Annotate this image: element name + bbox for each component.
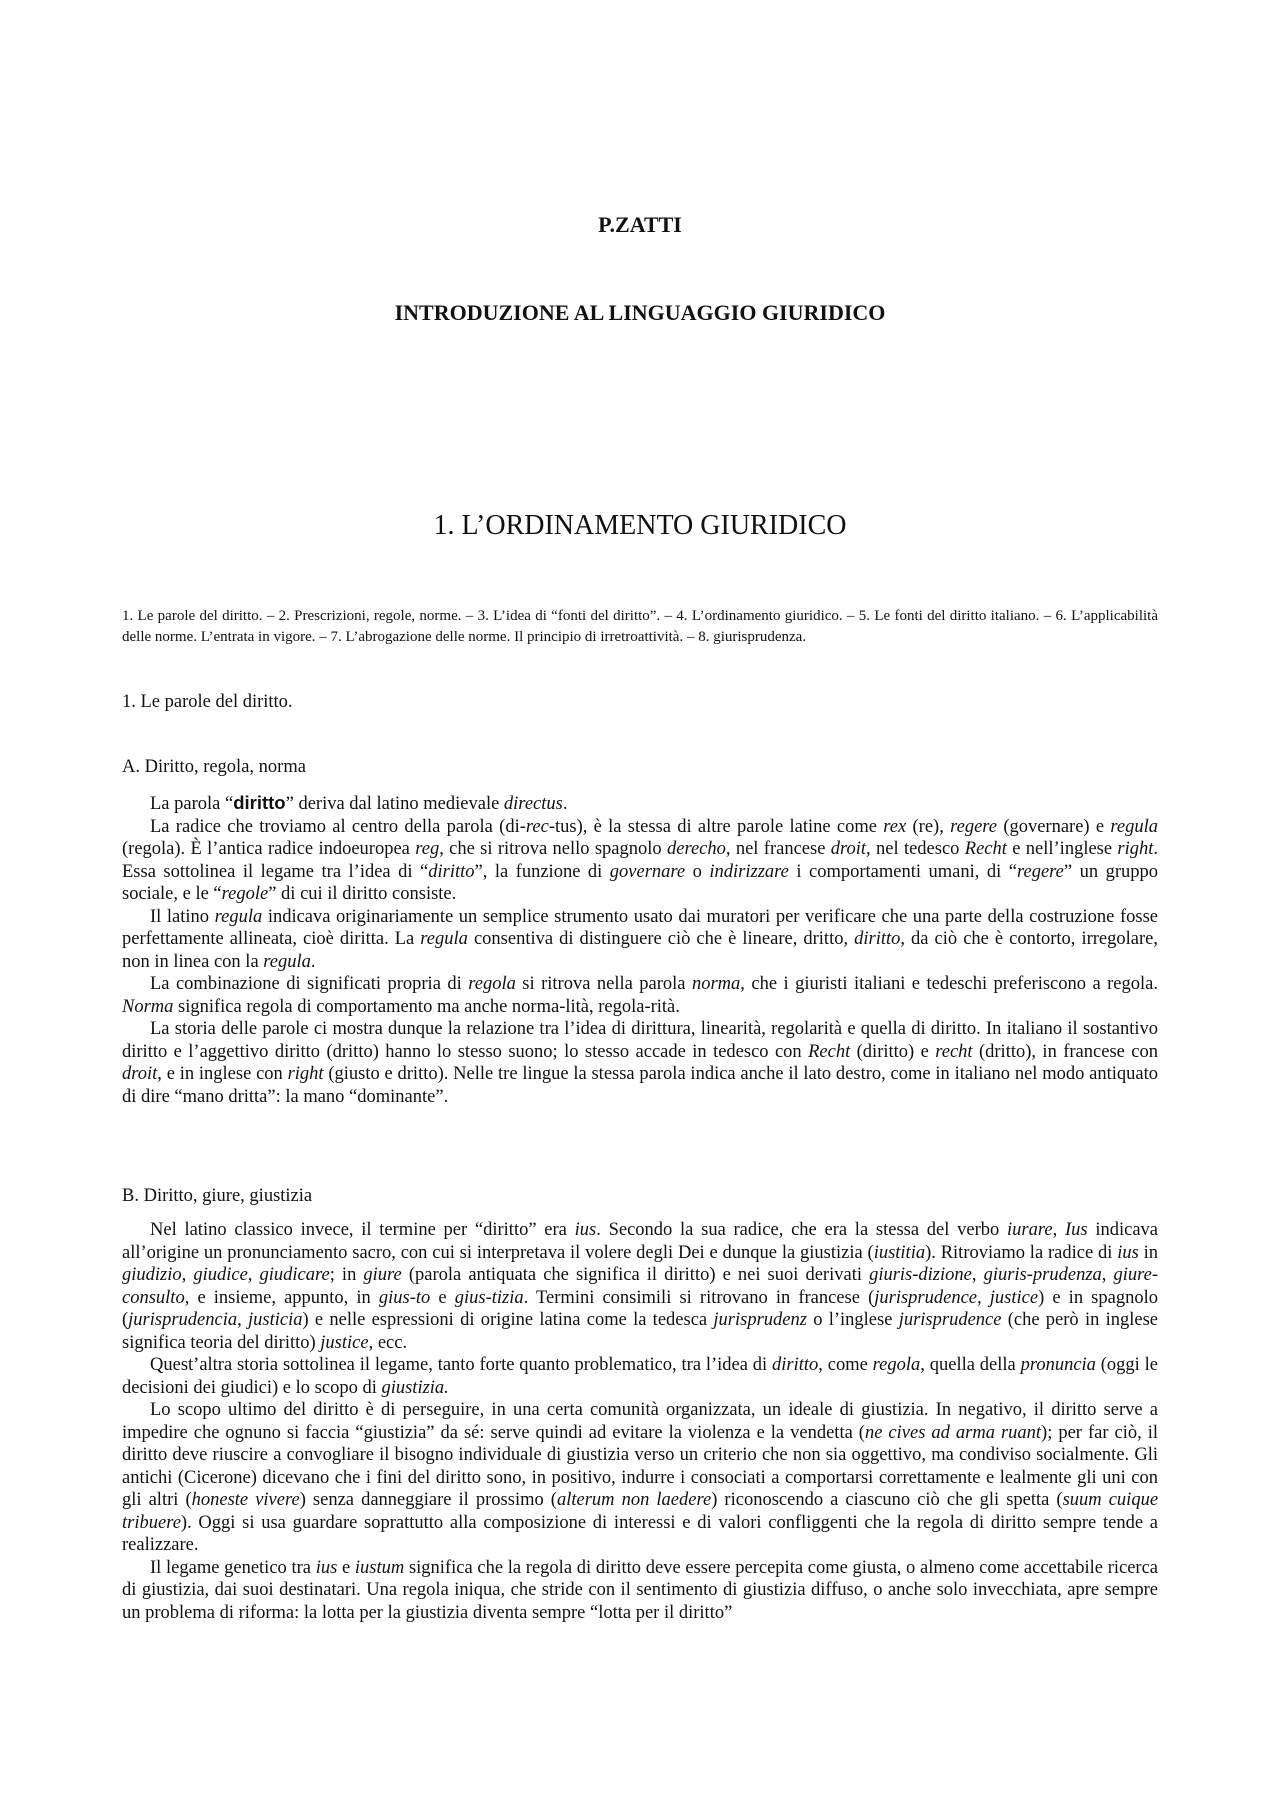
paragraph: Nel latino classico invece, il termine per “diritto” era ius. Secondo la sua radice, che era la stessa del verbo iurare, Ius indicava all’origine un pronunciamento sacro, con cui si interpretava il volere degli Dei e dunque la giustizia (iustitia). Ritroviamo la radice di ius in giudizio, giudice, giudicare; in giure (parola antiquata che significa il diritto) e nei suoi derivati giuris-dizione, giuris-prudenza, giure-consulto, e insieme, appunto, in gius-to e gius-tizia. Termini consimili si ritrovano in francese (jurisprudence, justice) e in spagnolo (jurisprudencia, justicia) e nelle espressioni di origine latina come la tedesca jurisprudenz o l’inglese jurisprudence (che però in inglese significa teoria del diritto) justice, ecc. xyxy=(122,1220,1159,1353)
paragraph: La radice che troviamo al centro della parola (di-rec-tus), è la stessa di altre parole latine come rex (re), regere (governare) e regula (regola). È l’antica radice indoeuropea reg, che si ritrova nello spagnolo derecho, nel francese droit, nel tedesco Recht e nell’inglese right. Essa sottolinea il legame tra l’idea di “diritto”, la funzione di governare o indirizzare i comportamenti umani, di “regere” un gruppo sociale, e le “regole” di cui il diritto consiste. xyxy=(122,816,1159,904)
author-name: P.ZATTI xyxy=(598,212,682,237)
paragraph: Il legame genetico tra ius e iustum significa che la regola di diritto deve essere percepita come giusta, o almeno come accettabile ricerca di giustizia, dai suoi destinatari. Una regola iniqua, che stride con il sentimento di giustizia diffuso, o anche solo invecchiata, apre sempre un problema di riforma: la lotta per la giustizia diventa sempre “lotta per il diritto” xyxy=(122,1557,1158,1623)
subsection-b-body xyxy=(122,1219,1158,1624)
chapter-summary: 1. Le parole del diritto. – 2. Prescrizioni, regole, norme. – 3. L’idea di “fonti del diritto”. – 4. L’ordinamento giuridico. – 5. Le fonti del diritto italiano. – 6. L’applicabilità delle norme. L’entrata in vigore. – 7. L’abrogazione delle norme. Il principio di irretroattività. – 8. giurisprudenza. xyxy=(122,608,1158,645)
subsection-a-body xyxy=(122,792,1158,1108)
chapter-title: 1. L’ORDINAMENTO GIURIDICO xyxy=(433,510,847,541)
paragraph: La storia delle parole ci mostra dunque la relazione tra l’idea di dirittura, linearità, regolarità e quella di diritto. In italiano il sostantivo diritto e l’aggettivo diritto (dritto) hanno lo stesso suono; lo stesso accade in tedesco con Recht (diritto) e recht (dritto), in francese con droit, e in inglese con right (giusto e dritto). Nelle tre lingue la stessa parola indica anche il lato destro, come in italiano nel modo antiquato di dire “mano dritta”: la mano “dominante”. xyxy=(122,1019,1159,1107)
paragraph: Quest’altra storia sottolinea il legame, tanto forte quanto problematico, tra l’idea di diritto, come regola, quella della pronuncia (oggi le decisioni dei giudici) e lo scopo di giustizia. xyxy=(122,1355,1159,1398)
subsection-heading-a: A. Diritto, regola, norma xyxy=(122,757,306,777)
paragraph: Il latino regula indicava originariamente un semplice strumento usato dai muratori per verificare che una parte della costruzione fosse perfettamente allineata, cioè diritta. La regula consentiva di distinguere ciò che è lineare, dritto, diritto, da ciò che è contorto, irregolare, non in linea con la regula. xyxy=(122,906,1158,972)
paragraph: La combinazione di significati propria di regola si ritrova nella parola norma, che i giuristi italiani e tedeschi preferiscono a regola. Norma significa regola di comportamento ma anche norma-lità, regola-rità. xyxy=(122,974,1158,1017)
section-heading: 1. Le parole del diritto. xyxy=(122,692,293,712)
paragraph: La parola “diritto” deriva dal latino medievale directus. xyxy=(150,792,568,814)
book-title: INTRODUZIONE AL LINGUAGGIO GIURIDICO xyxy=(394,300,886,325)
paragraph: Lo scopo ultimo del diritto è di perseguire, in una certa comunità organizzata, un ideale di giustizia. In negativo, il diritto serve a impedire che ognuno si faccia “giustizia” da sé: serve quindi ad evitare la violenza e la vendetta (ne cives ad arma ruant); per far ciò, il diritto deve riuscire a convogliare il bisogno individuale di giustizia verso un criterio che non sia oggettivo, ma condiviso socialmente. Gli antichi (Cicerone) dicevano che i fini del diritto sono, in positivo, indurre i consociati a comportarsi correttamente e lealmente gli uni con gli altri (honeste vivere) senza danneggiare il prossimo (alterum non laedere) riconoscendo a ciascuno ciò che gli spetta (suum cuique tribuere). Oggi si usa guardare soprattutto alla composizione di interessi e di valori confliggenti che la regola di diritto sempre tende a realizzare. xyxy=(122,1400,1159,1555)
subsection-heading-b: B. Diritto, giure, giustizia xyxy=(122,1186,313,1206)
